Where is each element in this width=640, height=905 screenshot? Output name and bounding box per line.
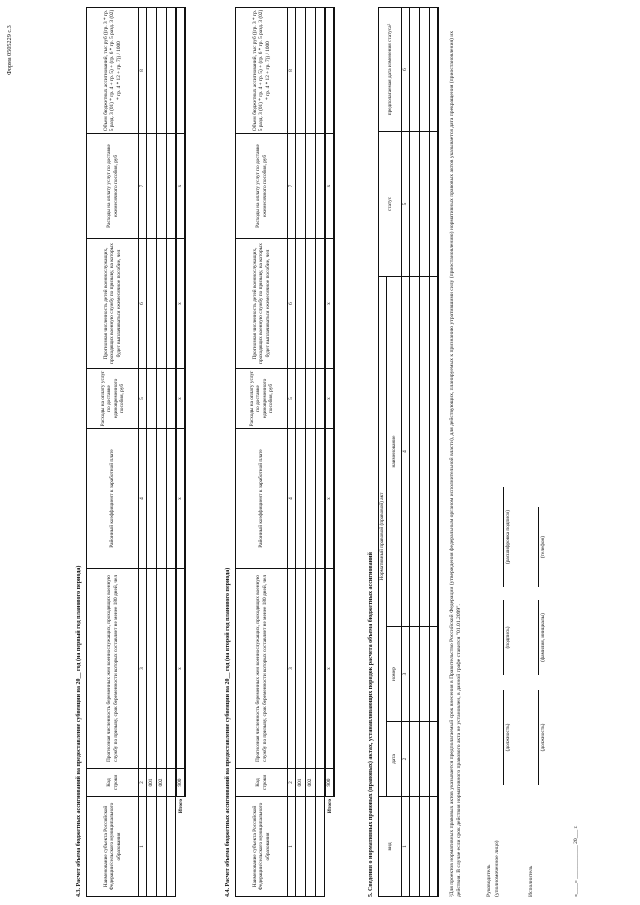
section_44-row-cell [295, 569, 305, 769]
section-5-title: 5. Сведения о нормативных правовых (правовых) актах, устанавливающих порядок расчета объема бюджетных ассигнований [368, 552, 374, 897]
s5-cell [419, 132, 429, 277]
s5-colnum: 6 [401, 7, 409, 132]
section_43-header-col: Объем бюджетных ассигнований, тыс руб ((гр. 3 * гр. 5 разд. 3 (01) * гр. 4 + гр. 5) + (гр. 6 * гр. 5 разд. 3 (02) * гр. 4 * 12 + гр. 7)) / 1000 [86, 7, 138, 134]
section_44-row-cell [305, 569, 315, 769]
section_44-total-cell: x [325, 569, 335, 769]
s5-cell [409, 7, 419, 132]
section_43-row-cell: 001 [146, 769, 156, 797]
form-label: Форма 0505229 с.3 [6, 25, 13, 75]
s5-cell [419, 277, 429, 627]
head-signature-caption: (подпись) [505, 626, 511, 649]
section_44-row-cell [315, 7, 325, 134]
s5-colnum: 5 [401, 132, 409, 277]
section_44-row-cell [315, 569, 325, 769]
section_43-row-cell [146, 569, 156, 769]
section-44-table [235, 7, 357, 897]
section_43-row-cell [146, 369, 156, 429]
section_43-colnum: 1 [138, 797, 146, 897]
section_44-row-cell: 001 [295, 769, 305, 797]
section_43-row-cell [166, 797, 176, 897]
s5-cell [429, 722, 439, 797]
section_44-colnum: 6 [287, 239, 295, 369]
section_44-header-col: Расходы на оплату услуг по доставке ежемесячного пособия, руб [235, 134, 287, 239]
s5-cell [409, 722, 419, 797]
section_44-total-cell [325, 7, 335, 134]
executor-position-caption: (должность) [540, 723, 546, 752]
s5-header-number: номер [386, 627, 401, 722]
section_43-header-col: Прогнозная численность детей военнослужащих, проходящих военную службу по призыву, на которых будет выплачиваться ежемесячное пособие, чел [86, 239, 138, 369]
section_43-row-cell [156, 429, 166, 569]
section_43-row-cell [146, 797, 156, 897]
section_44-header-col: Районный коэффициент к заработной плате [235, 429, 287, 569]
head-decode-caption: (расшифровка подписи) [505, 509, 511, 565]
section_44-colnum: 8 [287, 7, 295, 134]
s5-colnum: 1 [401, 797, 409, 897]
section_44-total-label: Итого [327, 799, 333, 814]
section_44-row-cell [305, 7, 315, 134]
head-signature-line[interactable] [503, 600, 504, 675]
section_43-colnum: 7 [138, 134, 146, 239]
section-44-title: 4.4. Расчет объема бюджетных ассигнований на предоставление субвенции на 20__ год (на второй год планового периода) [225, 567, 231, 897]
section_44-row-cell [295, 429, 305, 569]
s5-cell [409, 132, 419, 277]
section-43-title: 4.3. Расчет объема бюджетных ассигнований на предоставление субвенции на 20__ год (на первый год планового периода) [76, 565, 82, 897]
section_43-header-col: Прогнозная численность беременных жен военнослужащих, проходящих военную службу по призыву, срок беременности которых составляет не менее 180 дней, чел [86, 569, 138, 769]
s5-cell [429, 7, 439, 132]
s5-header-status: статус [378, 132, 401, 277]
section_44-colnum: 3 [287, 569, 295, 769]
section_44-row-cell [295, 797, 305, 897]
section_43-colnum: 3 [138, 569, 146, 769]
section_44-total-cell: x [325, 369, 335, 429]
executor-phone-line[interactable] [538, 507, 539, 587]
executor-position-line[interactable] [538, 690, 539, 785]
s5-cell [419, 627, 429, 722]
executor-label: Исполнитель [528, 865, 534, 897]
section_44-header-col: Расходы на оплату услуг по доставке единовременного пособия, руб [235, 369, 287, 429]
section_44-header-col: Наименование субъекта Российской Федерации/сельского муниципального образования [235, 797, 287, 897]
section_44-total-cell: 900 [325, 769, 335, 797]
executor-name-caption: (фамилия, инициалы) [540, 613, 546, 662]
section_44-row-cell [295, 134, 305, 239]
section_44-header-col: Объем бюджетных ассигнований, тыс руб ((гр. 3 * гр. 5 разд. 3 (01) * гр. 4 + гр. 5) + (гр. 6 * гр. 5 разд. 3 (02) * гр. 4 * 12 + гр. 7)) / 1000 [235, 7, 287, 134]
section_44-row-cell [305, 239, 315, 369]
section_43-row-cell [166, 429, 176, 569]
section_43-total-label: Итого [178, 799, 184, 814]
section_44-row-cell [295, 239, 305, 369]
section_43-row-cell [166, 134, 176, 239]
section_43-row-cell [166, 7, 176, 134]
head-decode-line[interactable] [503, 487, 504, 587]
section_44-row-cell [315, 239, 325, 369]
section_44-row-cell: 002 [305, 769, 315, 797]
section_44-header-col: Код строки [235, 769, 287, 797]
section_43-row-cell [146, 134, 156, 239]
section_44-row-cell [305, 429, 315, 569]
s5-group-header: Нормативный правовой (правовой) акт [378, 277, 386, 797]
section_44-row-cell [295, 369, 305, 429]
head-position-line[interactable] [503, 690, 504, 785]
footnote: ²Для проектов нормативных правовых актов указывается предполагаемый срок внесения в Правительство Российской Федерации (утверждения федеральным органом исполнительной власти), для действующих, планируемых к признанию утратившими силу (приостановлению) нормативных правовых актов указывается дата прекращения (приостановления) их действия. В случае если срок действия нормативного правового акта не установлен, в данной графе ставится "01.01.2099". [449, 30, 463, 897]
section_44-colnum: 1 [287, 797, 295, 897]
s5-cell [409, 627, 419, 722]
s5-colnum: 3 [401, 627, 409, 722]
section_43-row-cell [166, 569, 176, 769]
section_43-colnum: 8 [138, 7, 146, 134]
section_43-row-cell [156, 239, 166, 369]
s5-cell [419, 797, 429, 897]
section_44-colnum: 7 [287, 134, 295, 239]
section_43-total-cell [176, 7, 186, 134]
section_44-row-cell [315, 429, 325, 569]
section-43-table [86, 7, 206, 897]
s5-cell [429, 132, 439, 277]
section_44-header-col: Прогнозная численность детей военнослужащих, проходящих военную службу по призыву, на которых будет выплачиваться ежемесячное пособие, чел [235, 239, 287, 369]
section_44-row-cell [305, 797, 315, 897]
section_43-total-cell: 900 [176, 769, 186, 797]
section_43-row-cell [156, 134, 166, 239]
section_43-row-cell [146, 7, 156, 134]
section_43-row-cell [146, 239, 156, 369]
head-position-caption: (должность) [505, 723, 511, 752]
section_43-row-cell [156, 369, 166, 429]
s5-header-date: дата [386, 722, 401, 797]
section_43-row-cell [146, 429, 156, 569]
s5-colnum: 2 [401, 722, 409, 797]
section_44-row-cell [315, 769, 325, 797]
section_43-header-col: Расходы на оплату услуг по доставке единовременного пособия, руб [86, 369, 138, 429]
section_44-colnum: 2 [287, 769, 295, 797]
section_44-total-cell: x [325, 239, 335, 369]
section_43-total-cell: x [176, 134, 186, 239]
s5-cell [409, 797, 419, 897]
section_43-colnum: 2 [138, 769, 146, 797]
section_43-row-cell [156, 569, 166, 769]
s5-colnum: 4 [401, 277, 409, 627]
section_44-row-cell [295, 7, 305, 134]
executor-phone-caption: (телефон) [540, 535, 546, 559]
section_43-row-cell: 002 [156, 769, 166, 797]
section_43-total-cell: x [176, 239, 186, 369]
s5-cell [409, 277, 419, 627]
section_44-row-cell [305, 369, 315, 429]
s5-header-name: наименование [386, 277, 401, 627]
head-label: Руководитель [486, 864, 492, 897]
section_44-row-cell [315, 797, 325, 897]
section-5-table [378, 7, 439, 897]
section_43-total-cell: x [176, 569, 186, 769]
section_43-colnum: 6 [138, 239, 146, 369]
section_44-colnum: 4 [287, 429, 295, 569]
section_44-total-cell: x [325, 429, 335, 569]
s5-cell [429, 277, 439, 627]
section_44-row-cell [305, 134, 315, 239]
head-sublabel: (уполномоченное лицо) [494, 840, 500, 897]
s5-header-status-date: предполагаемая дата изменения статуса² [378, 7, 401, 132]
section_43-total-cell: x [176, 369, 186, 429]
s5-cell [429, 797, 439, 897]
section_44-row-cell [315, 369, 325, 429]
section_43-header-col: Код строки [86, 769, 138, 797]
section_44-total-cell: x [325, 134, 335, 239]
section_43-header-col: Районный коэффициент к заработной плате [86, 429, 138, 569]
section_43-row-cell [166, 369, 176, 429]
section_43-total-cell: x [176, 429, 186, 569]
s5-header-kind: вид [378, 797, 401, 897]
section_43-row-cell [166, 239, 176, 369]
section_44-header-col: Прогнозная численность беременных жен военнослужащих, проходящих военную службу по призыву, срок беременности которых составляет не менее 180 дней, чел [235, 569, 287, 769]
section_43-colnum: 5 [138, 369, 146, 429]
section_43-header-col: Расходы на оплату услуг по доставке ежемесячного пособия, руб [86, 134, 138, 239]
section_43-row-cell [156, 7, 166, 134]
section_43-colnum: 4 [138, 429, 146, 569]
section_44-row-cell [315, 134, 325, 239]
s5-cell [419, 722, 429, 797]
s5-cell [429, 627, 439, 722]
signature-date: «____» ____________ 20___ г. [573, 825, 579, 897]
s5-cell [419, 7, 429, 132]
section_44-colnum: 5 [287, 369, 295, 429]
section_43-row-cell [156, 797, 166, 897]
section_43-row-cell [166, 769, 176, 797]
executor-name-line[interactable] [538, 600, 539, 675]
section_43-header-col: Наименование субъекта Российской Федерации/сельского муниципального образования [86, 797, 138, 897]
